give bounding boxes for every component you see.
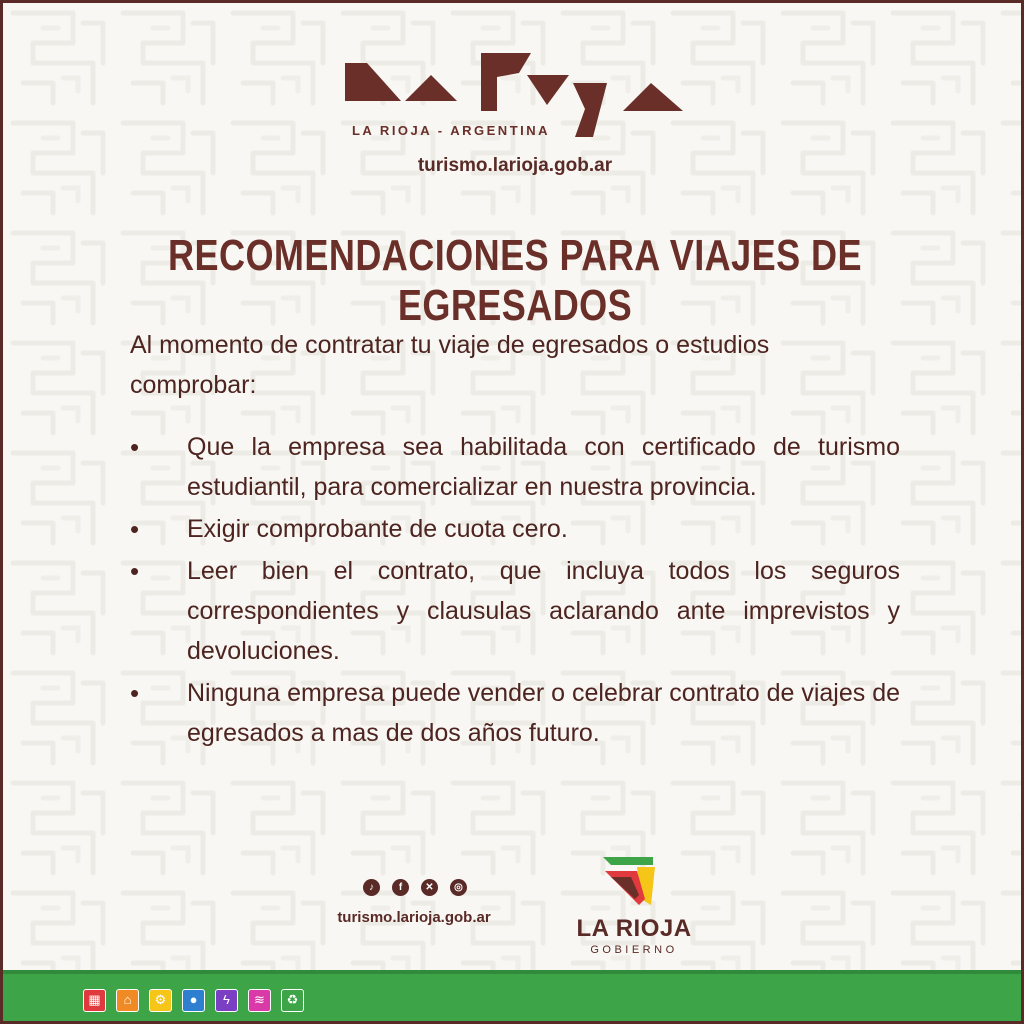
bullet: •	[130, 514, 140, 544]
gobierno-logo-mark	[601, 855, 657, 911]
lightning-icon: ϟ	[215, 989, 238, 1012]
social-icons	[363, 879, 468, 899]
list-item	[130, 551, 900, 671]
brand-url[interactable]: turismo.larioja.gob.ar	[417, 155, 613, 176]
list-item	[130, 673, 900, 753]
list-item-text: Leer bien el contrato, que incluya todos los seguros correspondientes y clausulas aclarando ante imprevistos y devoluciones.	[187, 557, 900, 665]
list-item	[130, 427, 900, 507]
instagram-icon[interactable]: ◎	[450, 879, 467, 896]
footer-bar	[3, 970, 1024, 1024]
bullet: •	[130, 556, 140, 586]
page-title: RECOMENDACIONES PARA VIAJES DE EGRESADOS	[168, 231, 862, 330]
list-item-text: Exigir comprobante de cuota cero.	[187, 515, 568, 543]
bullet: •	[130, 432, 140, 462]
tiktok-icon[interactable]: ♪	[363, 879, 380, 896]
recommendations-content	[130, 325, 900, 755]
calendar-icon: ▦	[83, 989, 106, 1012]
gobierno-name: LA RIOJA	[576, 915, 692, 942]
water-drop-icon: ●	[182, 989, 205, 1012]
wifi-icon: ≋	[248, 989, 271, 1012]
x-icon[interactable]: ✕	[421, 879, 438, 896]
gobierno-subtitle: GOBIERNO	[590, 944, 678, 956]
list-item-text: Que la empresa sea habilitada con certificado de turismo estudiantil, para comercializar en nuestra provincia.	[187, 433, 900, 501]
bullet: •	[130, 678, 140, 708]
intro-text: Al momento de contratar tu viaje de egresados o estudios comprobar:	[130, 331, 770, 399]
brand-subtitle: LA RIOJA - ARGENTINA	[351, 123, 551, 138]
list-item-text: Ninguna empresa puede vender o celebrar contrato de viajes de egresados a mas de dos años futuro.	[187, 679, 900, 747]
gear-icon: ⚙	[149, 989, 172, 1012]
recycle-icon: ♻	[281, 989, 304, 1012]
facebook-icon[interactable]: f	[392, 879, 409, 896]
recommendation-list	[130, 427, 900, 753]
home-icon: ⌂	[116, 989, 139, 1012]
list-item	[130, 509, 900, 549]
footer-url[interactable]: turismo.larioja.gob.ar	[337, 909, 491, 926]
